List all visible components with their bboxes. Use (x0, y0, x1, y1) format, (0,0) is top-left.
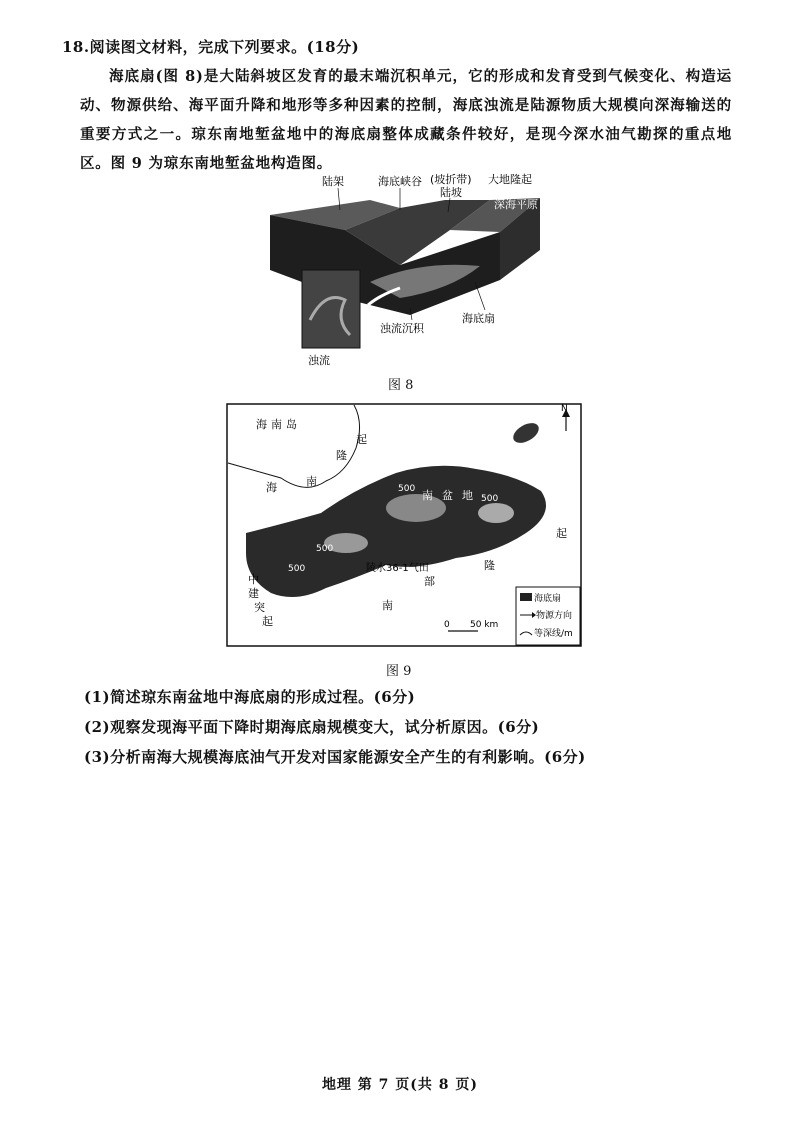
legend-source: 物源方向 (536, 611, 573, 621)
label-qi-top: 起 (356, 433, 367, 446)
label-basin-di: 地 (462, 489, 473, 502)
label-bu: 部 (424, 575, 435, 588)
scale-km: 50 km (470, 620, 499, 630)
depth-500-b: 500 (481, 494, 499, 504)
label-turbidity-current: 浊流 (308, 354, 330, 367)
legend-fan: 海底扇 (534, 594, 562, 604)
depth-500-a: 500 (398, 484, 416, 494)
label-gasfield: 陵水36-1气田 (366, 563, 429, 574)
fan-patch-1 (386, 494, 446, 522)
depth-500-d: 500 (288, 564, 306, 574)
legend-swatch-fan (520, 593, 532, 601)
label-hainan: 海南岛 (256, 418, 301, 431)
label-shelf: 陆架 (322, 175, 344, 188)
question-header: 18.阅读图文材料，完成下列要求。(18分) (62, 38, 360, 56)
label-jian: 建 (248, 587, 259, 600)
figure-9-caption: 图 9 (386, 664, 412, 679)
turbidity-inset (302, 270, 360, 348)
fan-patch-3 (478, 503, 514, 523)
figure-8-caption: 图 8 (388, 378, 414, 393)
label-basin-nan: 南 (422, 489, 433, 502)
label-abyssal-plain: 深海平原 (494, 198, 538, 211)
label-canyon: 海底峡谷 (378, 175, 422, 188)
label-hai: 海 (266, 481, 277, 494)
label-zhong: 中 (248, 573, 259, 586)
label-turbidity-deposit: 浊流沉积 (380, 322, 424, 335)
scale-zero: 0 (444, 620, 450, 630)
figure-8-diagram (250, 170, 550, 370)
question-paragraph: 海底扇(图 8)是大陆斜坡区发育的最末端沉积单元，它的形成和发育受到气候变化、构造运动、物源供给、海平面升降和地形等多种因素的控制，海底浊流是陆源物质大规模向深海输送的重要方式之一。琼东南地堑盆地中的海底扇整体成藏条件较好，是现今深水油气勘探的重点地区。图 9 为琼东南地堑盆地构造图。 (80, 68, 732, 172)
label-qi-right: 起 (556, 527, 567, 540)
label-long-top: 隆 (336, 449, 347, 462)
north-label: N (561, 404, 568, 414)
label-rise: 大地隆起 (488, 173, 532, 186)
label-nan-bottom: 南 (382, 599, 393, 612)
label-slope-break: (坡折带) (430, 173, 472, 186)
label-qi-left: 起 (262, 615, 273, 628)
label-long-right: 隆 (484, 559, 495, 572)
legend-isobath: 等深线/m (534, 629, 573, 639)
label-tu: 突 (254, 601, 265, 614)
depth-500-c: 500 (316, 544, 334, 554)
sub-question-1: (1)简述琼东南盆地中海底扇的形成过程。(6分) (84, 688, 416, 706)
page-footer: 地理 第 7 页(共 8 页) (321, 1077, 479, 1093)
label-fan: 海底扇 (462, 312, 495, 325)
label-slope: 陆坡 (440, 186, 462, 199)
sub-question-2: (2)观察发现海平面下降时期海底扇规模变大，试分析原因。(6分) (84, 718, 540, 736)
figure-9-map (226, 403, 582, 647)
label-nan-left: 南 (306, 475, 317, 488)
label-basin-pen: 盆 (442, 489, 453, 502)
sub-question-3: (3)分析南海大规模海底油气开发对国家能源安全产生的有利影响。(6分) (84, 748, 586, 766)
